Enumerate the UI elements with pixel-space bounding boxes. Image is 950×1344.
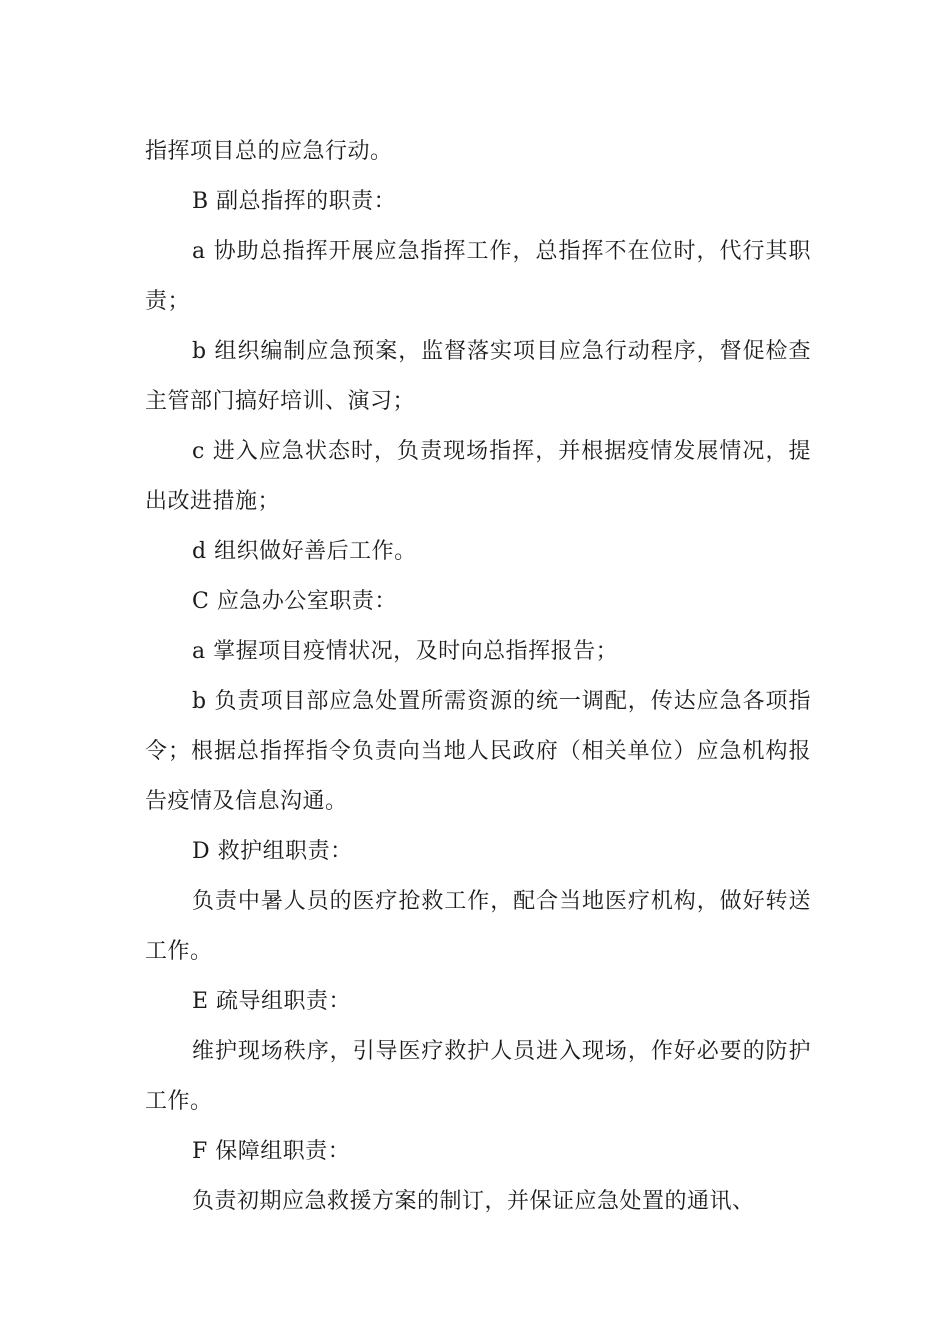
- paragraph-rescue-duties: 负责中暑人员的医疗抢救工作，配合当地医疗机构，做好转送工作。: [145, 889, 811, 964]
- list-item-b-a: a 协助总指挥开展应急指挥工作，总指挥不在位时，代行其职责；: [145, 239, 811, 314]
- heading-d-rescue-team: D 救护组职责：: [192, 839, 353, 864]
- heading-e-guidance-team: E 疏导组职责：: [192, 989, 352, 1014]
- paragraph-1: 指挥项目总的应急行动。: [145, 139, 393, 164]
- list-item-c-b: b 负责项目部应急处置所需资源的统一调配，传达应急各项指令；根据总指挥指令负责向当地人民政府（相关单位）应急机构报告疫情及信息沟通。: [145, 689, 811, 814]
- heading-c-emergency-office: C 应急办公室职责：: [192, 589, 397, 614]
- paragraph-support-duties: 负责初期应急救援方案的制订，并保证应急处置的通讯、: [192, 1189, 755, 1214]
- heading-f-support-team: F 保障组职责：: [192, 1139, 351, 1164]
- list-item-b-c: c 进入应急状态时，负责现场指挥，并根据疫情发展情况，提出改进措施；: [145, 439, 811, 514]
- heading-b-deputy-commander: B 副总指挥的职责：: [192, 189, 397, 214]
- paragraph-guidance-duties: 维护现场秩序，引导医疗救护人员进入现场，作好必要的防护工作。: [145, 1039, 811, 1114]
- document-body: [145, 127, 811, 1227]
- list-item-b-d: d 组织做好善后工作。: [192, 539, 417, 564]
- list-item-c-a: a 掌握项目疫情状况，及时向总指挥报告；: [192, 639, 619, 664]
- list-item-b-b: b 组织编制应急预案，监督落实项目应急行动程序，督促检查主管部门搞好培训、演习；: [145, 339, 811, 414]
